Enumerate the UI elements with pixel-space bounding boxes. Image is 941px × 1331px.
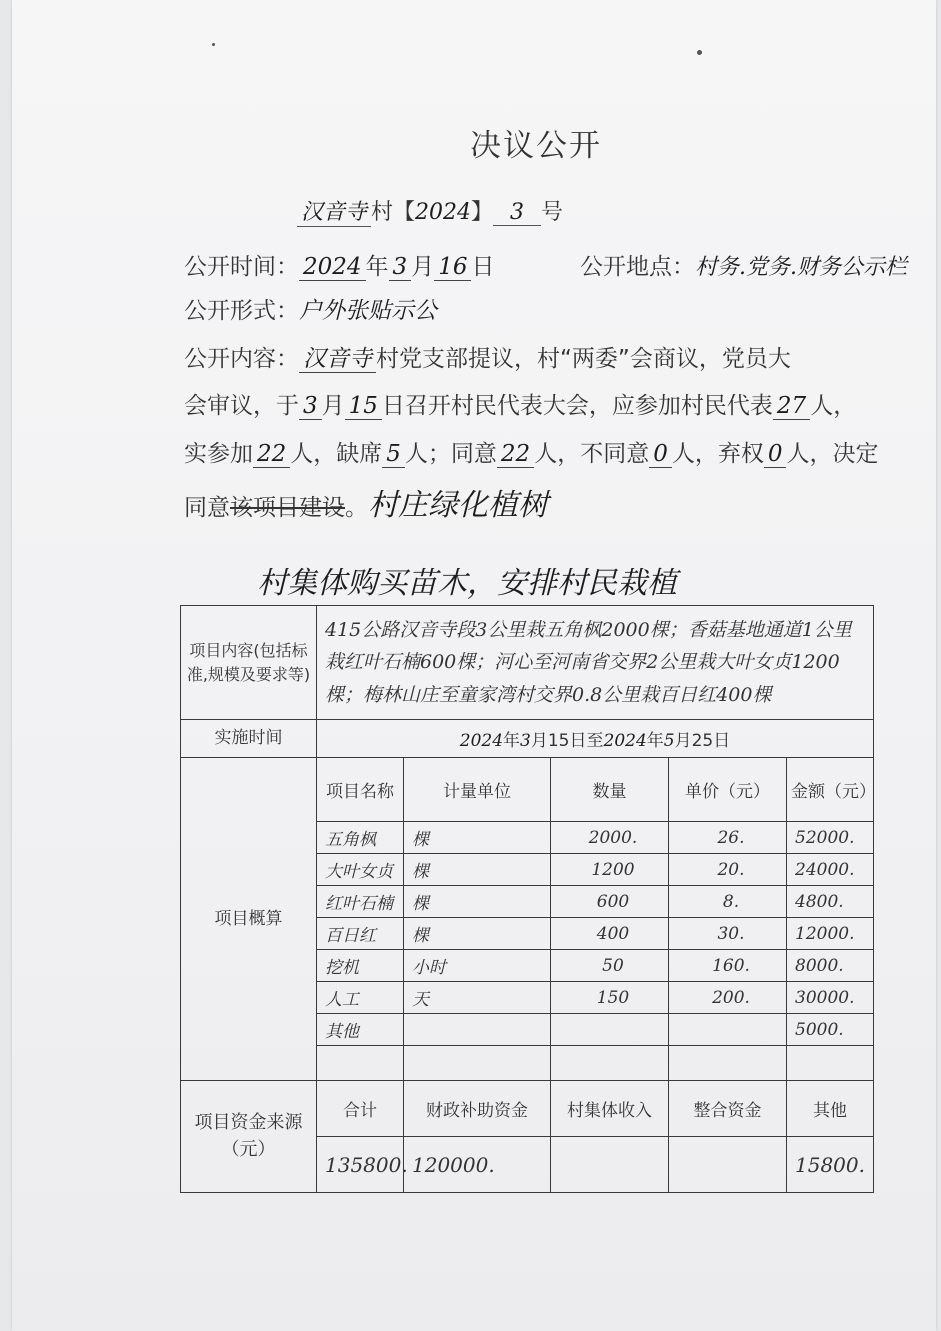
- paper-speck: [697, 50, 702, 55]
- content-village: 汉音寺: [299, 346, 376, 373]
- content-line-3: [184, 435, 878, 468]
- publish-day: 16: [434, 254, 471, 281]
- content-line-4: [184, 480, 548, 524]
- budget-label-cell: 项目概算: [181, 758, 317, 1081]
- budget-header-amount: 金额（元）: [787, 758, 874, 822]
- budget-header-name: 项目名称: [317, 758, 404, 822]
- budget-header-qty: 数量: [551, 758, 669, 822]
- publish-time-label: 公开时间：: [184, 254, 299, 280]
- row-price: 26.: [669, 822, 787, 854]
- content-label: 公开内容：: [184, 346, 299, 372]
- impl-month-1: 3: [520, 731, 531, 751]
- row-name: 百日红: [317, 918, 404, 950]
- row-unit: 小时: [404, 950, 551, 982]
- docno-hao: 号: [541, 200, 564, 225]
- row-qty: 1200: [551, 854, 669, 886]
- content-line-1: [184, 340, 791, 373]
- fund-header-fiscal: 财政补助资金: [404, 1081, 551, 1137]
- impl-yue-2: 月: [674, 731, 692, 751]
- row-name: 挖机: [317, 950, 404, 982]
- row-price: 20.: [669, 854, 787, 886]
- docno-bracket-close: 】: [471, 200, 494, 225]
- row-amount: 24000.: [787, 854, 874, 886]
- row-amount: 12000.: [787, 918, 874, 950]
- fund-village-value: [551, 1137, 669, 1193]
- row-qty: 2000.: [551, 822, 669, 854]
- content-text-3a: 实参加: [184, 441, 253, 467]
- row-price: 200.: [669, 982, 787, 1014]
- impl-day-2: 25: [691, 731, 714, 751]
- meeting-month: 3: [299, 393, 322, 420]
- row-amount: 30000.: [787, 982, 874, 1014]
- content-text-2d: 人，: [810, 393, 857, 419]
- fund-header-integrated: 整合资金: [669, 1081, 787, 1137]
- should-attend: 27: [773, 393, 810, 420]
- impl-day-1: 15: [547, 731, 570, 751]
- meeting-day: 15: [345, 393, 382, 420]
- publish-month: 3: [389, 254, 412, 281]
- row-qty: [551, 1014, 669, 1046]
- impl-month-2: 5: [663, 731, 675, 751]
- document-paper: [12, 0, 936, 1331]
- row-unit: 棵: [404, 886, 551, 918]
- fund-integrated-value: [669, 1137, 787, 1193]
- empty-cell: [404, 1046, 551, 1081]
- struck-text: 该项目建设: [230, 495, 345, 521]
- fund-total-value: 135800.: [317, 1137, 404, 1193]
- absent-count: 5: [382, 441, 405, 468]
- publish-place-label: 公开地点：: [580, 254, 695, 280]
- row-name: 人工: [317, 982, 404, 1014]
- row-price: 8.: [669, 886, 787, 918]
- year-char: 年: [365, 254, 389, 280]
- empty-cell: [669, 1046, 787, 1081]
- content-text-1: 村党支部提议，村“两委”会商议，党员大: [376, 346, 791, 372]
- day-char: 日: [471, 254, 495, 280]
- publish-place-value: 村务.党务.财务公示栏: [695, 255, 907, 280]
- impl-label-cell: 实施时间: [181, 720, 317, 758]
- fund-header-total: 合计: [317, 1081, 404, 1137]
- row-qty: 400: [551, 918, 669, 950]
- project-table: [180, 605, 874, 1193]
- row-amount: 5000.: [787, 1014, 874, 1046]
- fund-header-other: 其他: [787, 1081, 874, 1137]
- row-price: [669, 1014, 787, 1046]
- empty-cell: [317, 1046, 404, 1081]
- row-qty: 600: [551, 886, 669, 918]
- row-price: 30.: [669, 918, 787, 950]
- publish-place-line: [580, 248, 907, 281]
- content-text-2b: 月: [321, 393, 345, 419]
- impl-ri-1: 日至: [569, 731, 604, 751]
- document-title: 决议公开: [470, 128, 602, 164]
- row-qty: 150: [551, 982, 669, 1014]
- row-price: 160.: [669, 950, 787, 982]
- disagree-count: 0: [649, 441, 672, 468]
- budget-header-price: 单价（元）: [669, 758, 787, 822]
- content-text-3b: 人，缺席: [290, 441, 383, 467]
- content-text-2c: 日召开村民代表大会，应参加村民代表: [381, 393, 773, 419]
- content-text-3c: 人；同意: [404, 441, 497, 467]
- content-text-2a: 会审议，于: [184, 393, 299, 419]
- fund-fiscal-value: 120000.: [404, 1137, 551, 1193]
- row-unit: 天: [404, 982, 551, 1014]
- publish-form-value: 户外张贴示公: [299, 298, 437, 324]
- empty-cell: [551, 1046, 669, 1081]
- content-text-4b: 。: [345, 495, 368, 521]
- publish-time-line: [184, 248, 494, 281]
- row-qty: 50: [551, 950, 669, 982]
- content-text-3f: 人，决定: [786, 441, 879, 467]
- row-amount: 4800.: [787, 886, 874, 918]
- impl-year-1: 2024: [459, 731, 504, 751]
- decision-handwritten: 村庄绿化植树: [368, 488, 548, 523]
- row-name: 其他: [317, 1014, 404, 1046]
- row-unit: 棵: [404, 918, 551, 950]
- publish-form-label: 公开形式：: [184, 298, 299, 324]
- fund-label-cell: 项目资金来源（元）: [181, 1081, 317, 1193]
- subtitle-handwritten: 村集体购买苗木，安排村民栽植: [257, 566, 677, 601]
- impl-year-2: 2024: [603, 731, 647, 751]
- impl-nian-2: 年: [646, 731, 664, 751]
- row-name: 五角枫: [317, 822, 404, 854]
- impl-yue-1: 月: [530, 731, 548, 751]
- content-line-2: [184, 387, 856, 420]
- fund-other-value: 15800.: [787, 1137, 874, 1193]
- paper-speck: [212, 43, 215, 46]
- document-number: [297, 195, 563, 227]
- impl-nian-1: 年: [503, 731, 521, 751]
- content-label-cell: 项目内容(包括标准,规模及要求等): [181, 606, 317, 720]
- content-text-3e: 人，弃权: [671, 441, 764, 467]
- row-name: 大叶女贞: [317, 854, 404, 886]
- docno-number: 3: [493, 200, 541, 226]
- month-char: 月: [411, 254, 435, 280]
- docno-village: 汉音寺: [297, 195, 371, 227]
- row-unit: [404, 1014, 551, 1046]
- row-amount: 52000.: [787, 822, 874, 854]
- docno-year: 2024: [415, 200, 472, 225]
- row-unit: 棵: [404, 854, 551, 886]
- row-unit: 棵: [404, 822, 551, 854]
- actual-attend: 22: [253, 441, 290, 468]
- impl-value-cell: [317, 720, 874, 758]
- empty-cell: [787, 1046, 874, 1081]
- publish-form-line: [184, 292, 437, 325]
- budget-header-unit: 计量单位: [404, 758, 551, 822]
- content-text-3d: 人，不同意: [534, 441, 650, 467]
- docno-village-suffix: 村【: [371, 200, 416, 225]
- impl-ri-2: 日: [713, 731, 731, 751]
- content-text-4a: 同意: [184, 495, 230, 521]
- agree-count: 22: [497, 441, 534, 468]
- publish-year: 2024: [299, 254, 366, 281]
- fund-header-village: 村集体收入: [551, 1081, 669, 1137]
- row-amount: 8000.: [787, 950, 874, 982]
- content-value-cell: 415公路汉音寺段3公里栽五角枫2000棵；香菇基地通道1公里栽红叶石楠600棵；河心至河南省交界2公里栽大叶女贞1200棵；梅林山庄至童家湾村交界0.8公里栽百日红400棵: [317, 606, 874, 720]
- row-name: 红叶石楠: [317, 886, 404, 918]
- abstain-count: 0: [764, 441, 787, 468]
